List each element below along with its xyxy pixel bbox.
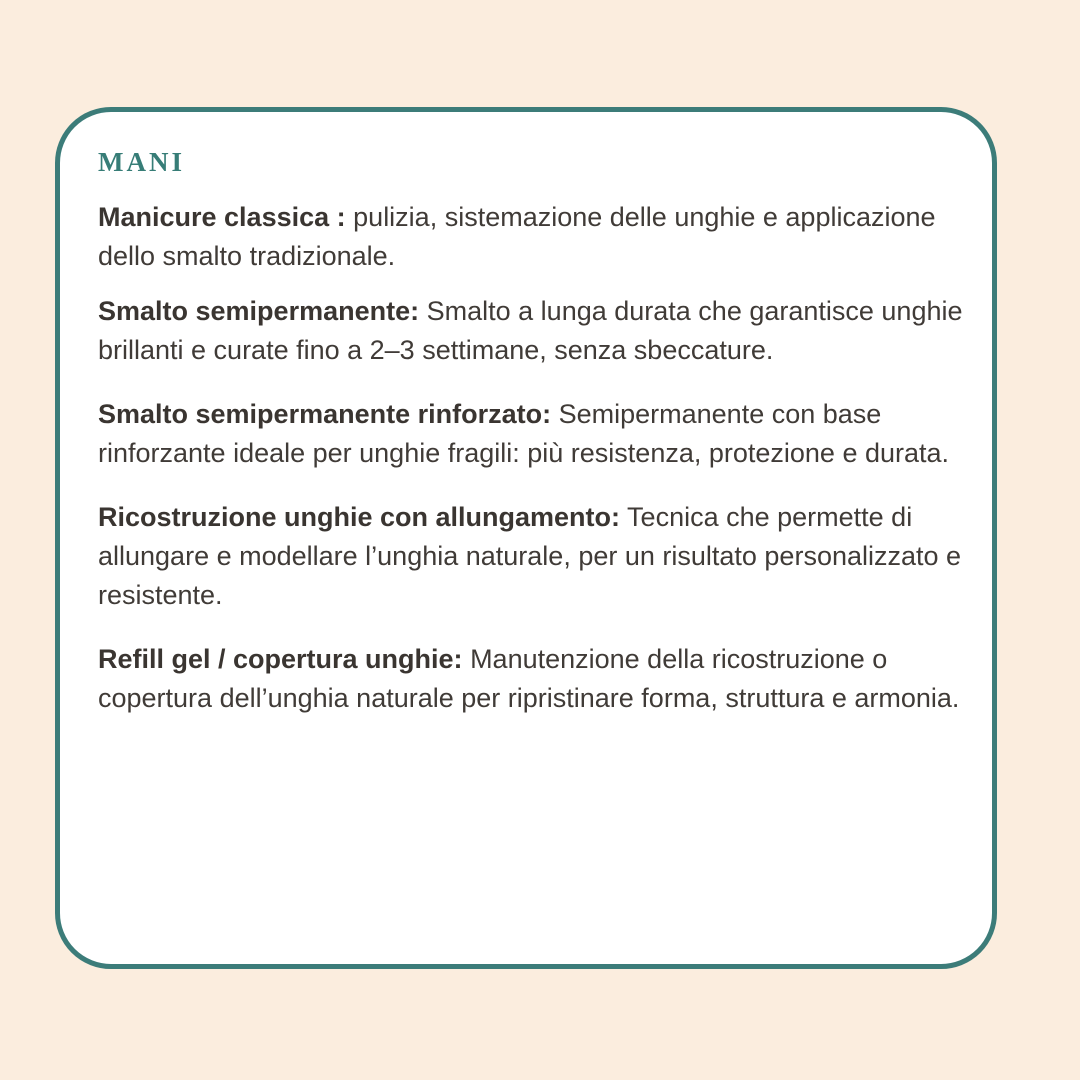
service-name: Refill gel / copertura unghie: bbox=[98, 644, 463, 674]
service-description: Tecnica che permette di allungare e modellare l’unghia naturale, per un risultato personalizzato e resistente. bbox=[98, 502, 962, 610]
service-description: Smalto a lunga durata che garantisce unghie brillanti e curate fino a 2–3 settimane, senza sbeccature. bbox=[98, 296, 963, 365]
service-description: Semipermanente con base rinforzante ideale per unghie fragili: più resistenza, protezione e durata. bbox=[98, 399, 950, 468]
service-name: Smalto semipermanente: bbox=[98, 296, 420, 326]
service-name: Manicure classica : bbox=[98, 202, 346, 232]
service-paragraph bbox=[98, 198, 978, 276]
services-card bbox=[55, 107, 997, 969]
service-paragraph bbox=[98, 640, 978, 718]
service-name: Smalto semipermanente rinforzato: bbox=[98, 399, 552, 429]
service-name: Ricostruzione unghie con allungamento: bbox=[98, 502, 621, 532]
service-paragraph bbox=[98, 292, 978, 370]
service-description: pulizia, sistemazione delle unghie e applicazione dello smalto tradizionale. bbox=[98, 202, 936, 271]
service-description: Manutenzione della ricostruzione o copertura dell’unghia naturale per ripristinare forma, struttura e armonia. bbox=[98, 644, 960, 713]
service-paragraph bbox=[98, 498, 978, 615]
card-title: MANI bbox=[98, 147, 185, 177]
service-paragraph bbox=[98, 395, 978, 473]
services-list bbox=[98, 198, 978, 718]
